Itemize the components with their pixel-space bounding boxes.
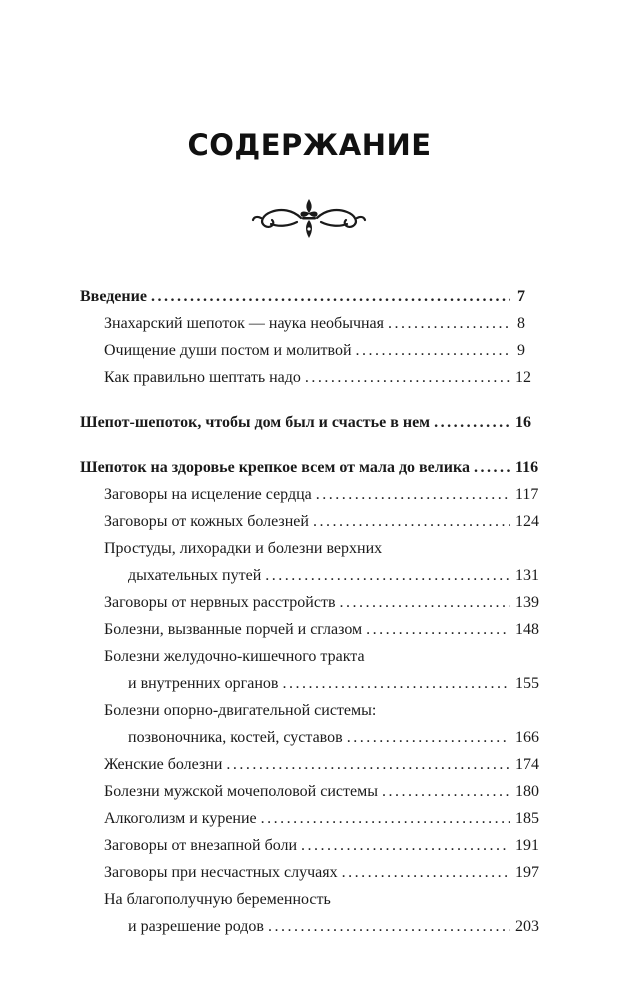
- toc-section[interactable]: [80, 409, 531, 436]
- toc-entry-title: Болезни опорно-двигательной системы:: [104, 702, 377, 719]
- dot-leader: [388, 310, 510, 337]
- dot-leader: [305, 364, 510, 391]
- toc-page-number: 180: [515, 783, 539, 800]
- toc-page-number: 203: [515, 918, 539, 935]
- toc-page-number: 197: [515, 864, 539, 881]
- toc-item[interactable]: [80, 616, 539, 643]
- toc-entry-title: Заговоры от внезапной боли: [104, 837, 298, 854]
- toc-entry-title-continued: и разрешение родов: [128, 918, 264, 935]
- dot-leader: [434, 409, 510, 436]
- toc-entry-title: Заговоры на исцеление сердца: [104, 486, 312, 503]
- toc-item[interactable]: [80, 508, 539, 535]
- toc-item[interactable]: [80, 481, 539, 508]
- dot-leader: [282, 670, 510, 697]
- toc-item[interactable]: [80, 832, 539, 859]
- toc-section[interactable]: [80, 454, 539, 481]
- toc-entry-title: Болезни мужской мочеполовой системы: [104, 783, 378, 800]
- dot-leader: [265, 562, 510, 589]
- toc-page-number: 185: [515, 810, 539, 827]
- toc-page-number: 116: [515, 459, 539, 476]
- toc-page-number: 124: [515, 513, 539, 530]
- toc-item[interactable]: [80, 310, 525, 337]
- toc-item[interactable]: [80, 589, 539, 616]
- toc-entry-title: Заговоры от кожных болезней: [104, 513, 309, 530]
- toc-entry-title: Алкоголизм и курение: [104, 810, 257, 827]
- dot-leader: [347, 724, 510, 751]
- toc-entry-title-continued: и внутренних органов: [128, 675, 279, 692]
- dot-leader: [366, 616, 510, 643]
- toc-entry-title: Очищение души постом и молитвой: [104, 342, 352, 359]
- dot-leader: [226, 751, 510, 778]
- toc-page-number: 191: [515, 837, 539, 854]
- toc-entry-title: Введение: [80, 288, 147, 305]
- toc-entry-title: Болезни, вызванные порчей и сглазом: [104, 621, 363, 638]
- flourish-ornament-icon: [249, 196, 369, 240]
- dot-leader: [474, 454, 510, 481]
- dot-leader: [316, 481, 510, 508]
- toc-page-number: 148: [515, 621, 539, 638]
- toc-page-number: 12: [515, 369, 531, 386]
- toc-item[interactable]: [80, 805, 539, 832]
- toc-item[interactable]: [80, 535, 539, 589]
- toc-page-number: 131: [515, 567, 539, 584]
- toc-entry-title: Шепот-шепоток, чтобы дом был и счастье в нем: [80, 414, 431, 431]
- toc-item[interactable]: [80, 859, 539, 886]
- toc-page-number: 8: [517, 315, 525, 332]
- toc-entry-title: Заговоры от нервных расстройств: [104, 594, 336, 611]
- toc-item[interactable]: [80, 751, 539, 778]
- toc-entry-title: На благополучную беременность: [104, 891, 331, 908]
- toc-page-number: 9: [517, 342, 525, 359]
- toc-item[interactable]: [80, 697, 539, 751]
- table-of-contents: [80, 283, 539, 940]
- toc-page-number: 166: [515, 729, 539, 746]
- toc-page-number: 117: [515, 486, 539, 503]
- page-title: СОДЕРЖАНИЕ: [187, 128, 432, 162]
- dot-leader: [340, 589, 511, 616]
- toc-entry-title: Знахарский шепоток — наука необычная: [104, 315, 385, 332]
- toc-item[interactable]: [80, 643, 539, 697]
- toc-entry-title: Как правильно шептать надо: [104, 369, 301, 386]
- dot-leader: [356, 337, 510, 364]
- toc-page-number: 7: [517, 288, 525, 305]
- toc-page-number: 155: [515, 675, 539, 692]
- dot-leader: [268, 913, 510, 940]
- toc-item[interactable]: [80, 337, 525, 364]
- toc-item[interactable]: [80, 778, 539, 805]
- toc-entry-title: Болезни желудочно-кишечного тракта: [104, 648, 365, 665]
- toc-section[interactable]: [80, 283, 525, 310]
- toc-item[interactable]: [80, 364, 531, 391]
- dot-leader: [313, 508, 510, 535]
- dot-leader: [382, 778, 510, 805]
- toc-item[interactable]: [80, 886, 539, 940]
- toc-entry-title: Шепоток на здоровье крепкое всем от мала до велика: [80, 459, 470, 476]
- toc-page-number: 16: [515, 414, 531, 431]
- dot-leader: [151, 283, 510, 310]
- toc-entry-title-continued: позвоночника, костей, суставов: [128, 729, 343, 746]
- toc-entry-title: Простуды, лихорадки и болезни верхних: [104, 540, 383, 557]
- toc-entry-title: Женские болезни: [104, 756, 223, 773]
- toc-entry-title: Заговоры при несчастных случаях: [104, 864, 338, 881]
- dot-leader: [261, 805, 510, 832]
- dot-leader: [301, 832, 510, 859]
- dot-leader: [342, 859, 510, 886]
- toc-page-number: 174: [515, 756, 539, 773]
- toc-entry-title-continued: дыхательных путей: [128, 567, 262, 584]
- toc-page-number: 139: [515, 594, 539, 611]
